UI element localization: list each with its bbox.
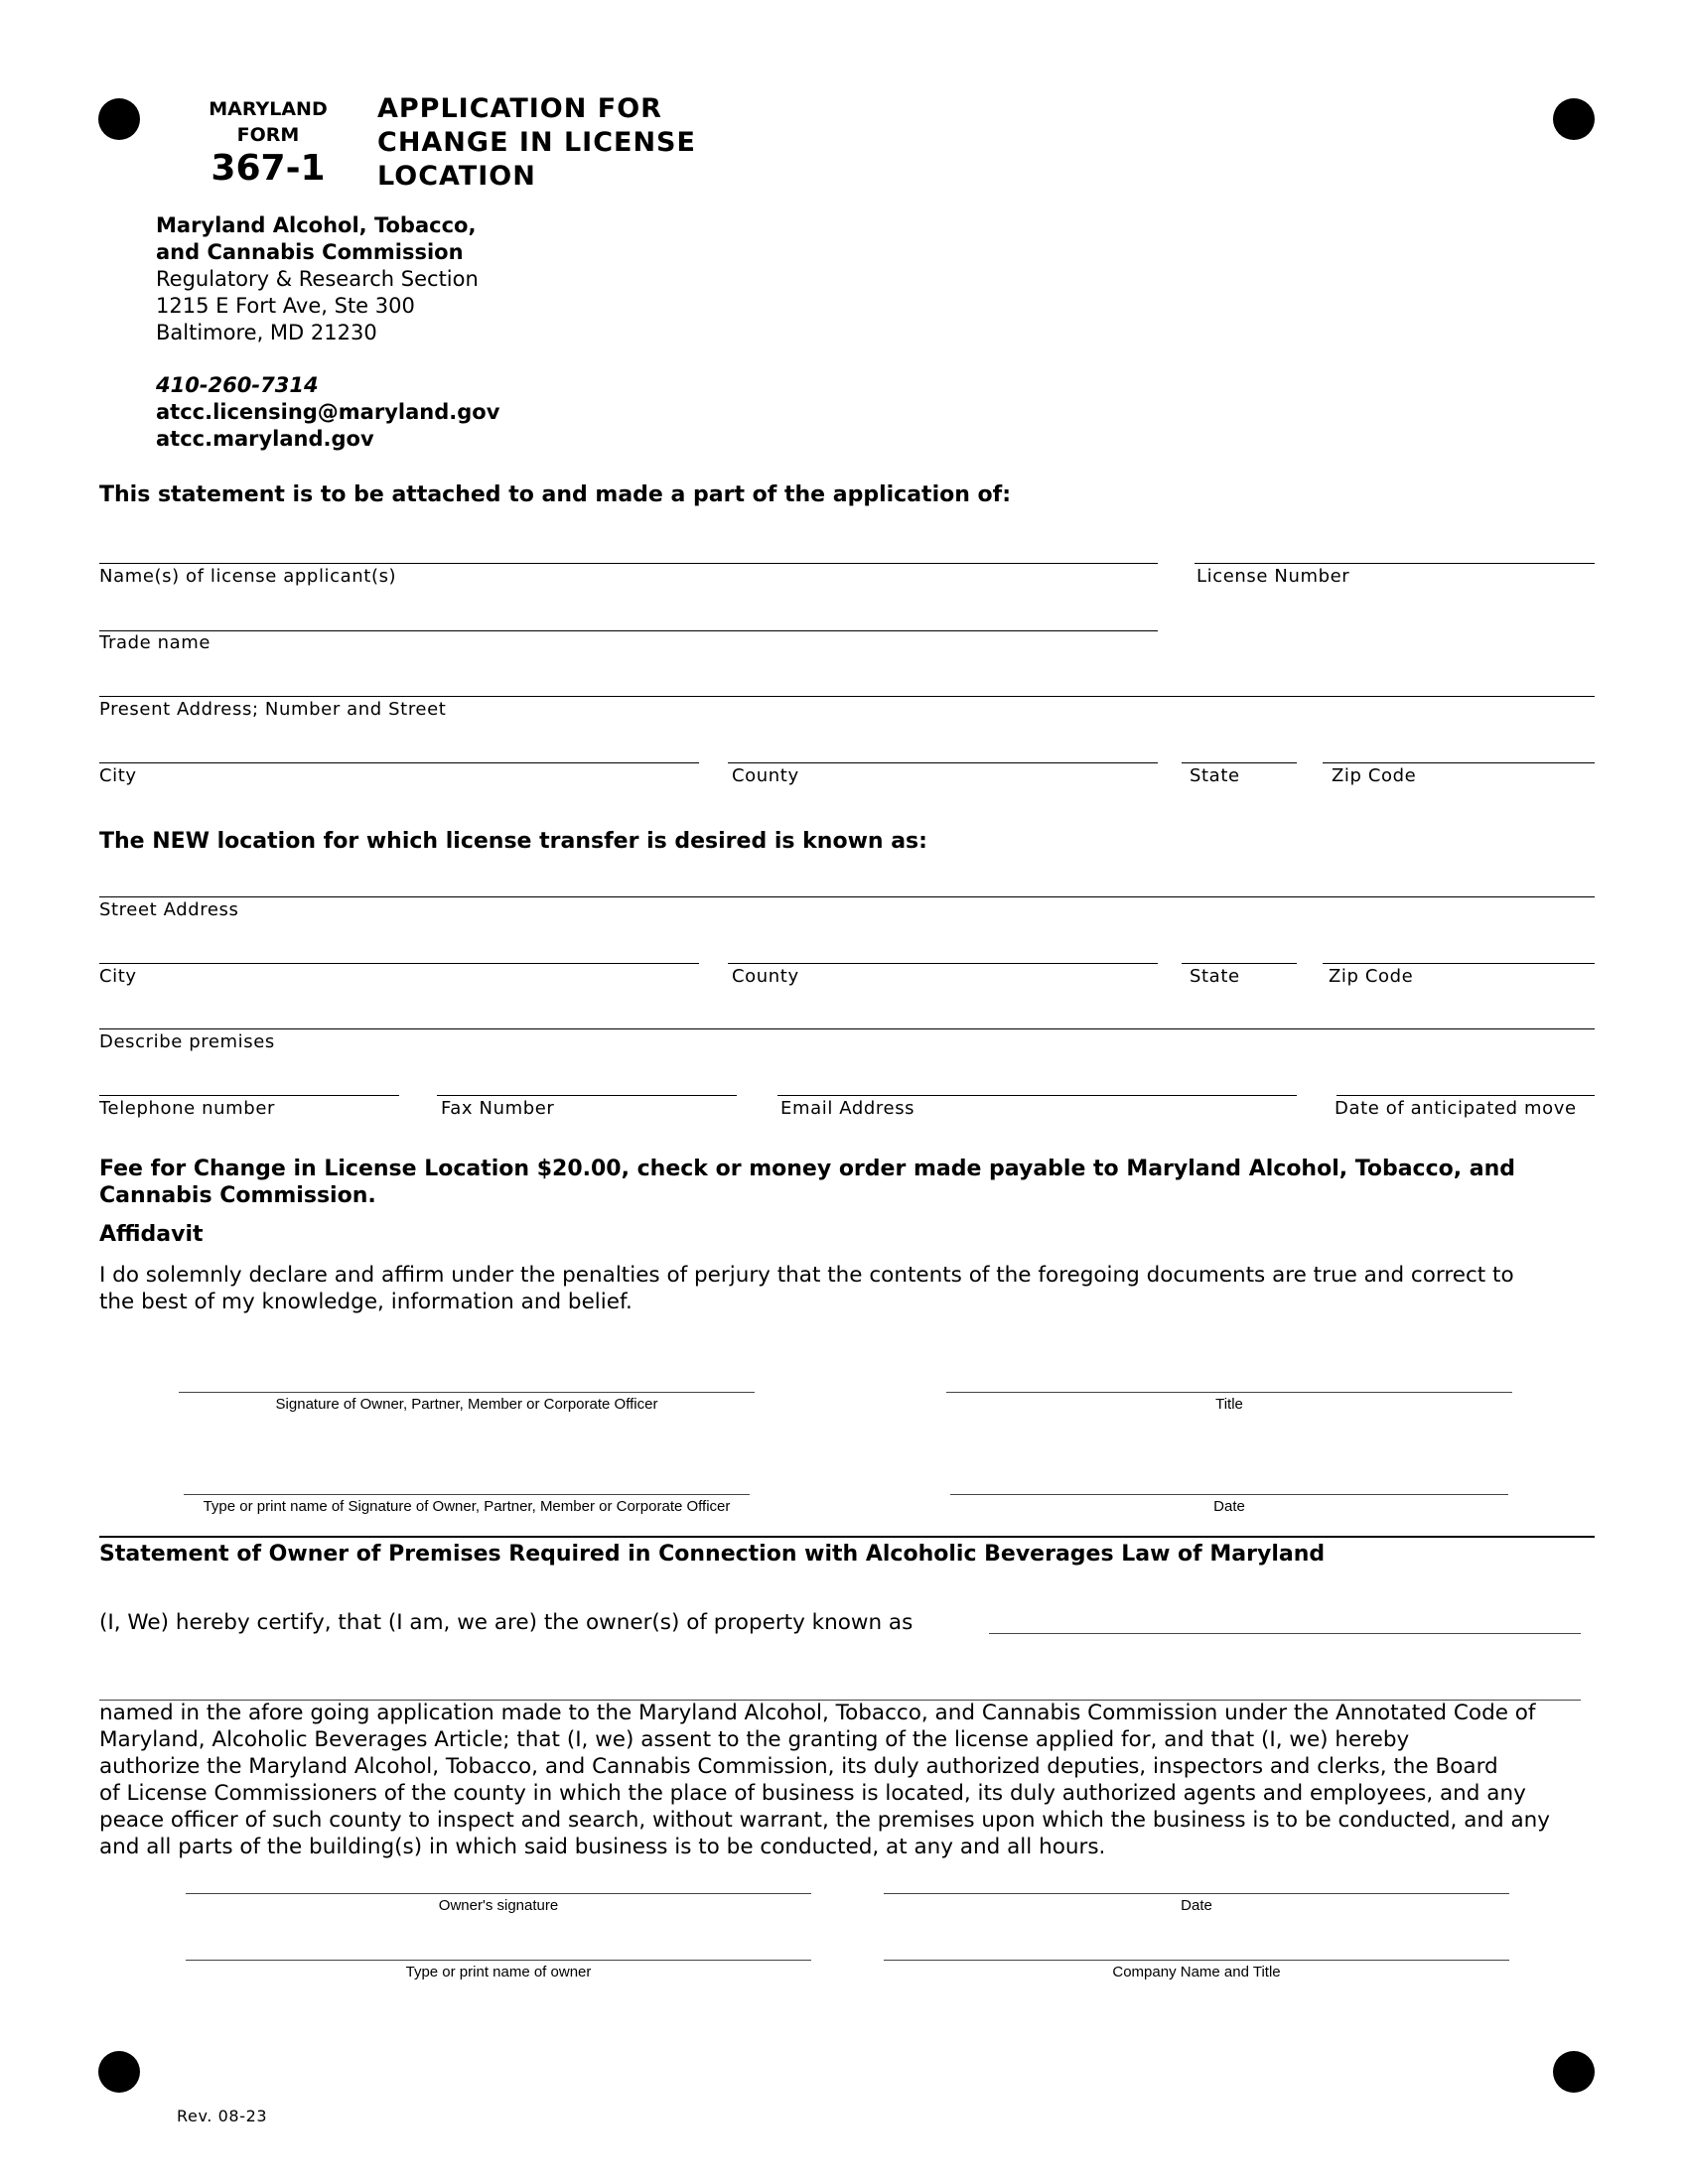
form-identifier xyxy=(189,95,348,191)
present-county-field[interactable] xyxy=(728,762,1158,763)
fax-label: Fax Number xyxy=(441,1098,555,1119)
owner-certify-text: (I, We) hereby certify, that (I am, we are) the owner(s) of property known as xyxy=(99,1610,914,1635)
affidavit-date-field[interactable] xyxy=(950,1494,1508,1495)
owner-statement-body xyxy=(99,1700,1550,1860)
new-street-field[interactable] xyxy=(99,896,1595,897)
applicant-names-field[interactable] xyxy=(99,563,1158,564)
revision-label: Rev. 08-23 xyxy=(177,2107,268,2125)
agency-contact xyxy=(156,372,499,453)
owner-body-line-2: Maryland, Alcoholic Beverages Article; that (I, we) assent to the granting of the license applied for, and that (I, we) hereby xyxy=(99,1727,1410,1752)
present-zip-field[interactable] xyxy=(1323,762,1595,763)
form-state: MARYLAND xyxy=(209,98,328,120)
affidavit-text xyxy=(99,1262,1514,1315)
describe-premises-label: Describe premises xyxy=(99,1031,275,1052)
affidavit-printed-name-field[interactable] xyxy=(184,1494,750,1495)
affidavit-heading: Affidavit xyxy=(99,1222,204,1247)
agency-city-state-zip: Baltimore, MD 21230 xyxy=(156,321,377,344)
new-street-label: Street Address xyxy=(99,899,239,920)
new-city-field[interactable] xyxy=(99,963,699,964)
new-location-heading: The NEW location for which license transfer is desired is known as: xyxy=(99,829,927,854)
new-state-label: State xyxy=(1190,966,1240,987)
affidavit-date-label: Date xyxy=(1213,1498,1245,1515)
email-label: Email Address xyxy=(780,1098,915,1119)
form-title xyxy=(377,92,696,194)
present-city-label: City xyxy=(99,765,137,786)
binder-hole-bottom-right xyxy=(1553,2051,1595,2093)
binder-hole-bottom-left xyxy=(98,2051,140,2093)
new-zip-field[interactable] xyxy=(1323,963,1595,964)
section-divider xyxy=(99,1536,1595,1538)
owner-body-line-6: and all parts of the building(s) in which said business is to be conducted, at any and all hours. xyxy=(99,1835,1106,1859)
agency-name-line-1: Maryland Alcohol, Tobacco, xyxy=(156,213,477,237)
license-number-field[interactable] xyxy=(1195,563,1595,564)
agency-website: atcc.maryland.gov xyxy=(156,427,374,451)
agency-address xyxy=(156,212,479,346)
applicant-section-heading: This statement is to be attached to and made a part of the application of: xyxy=(99,482,1012,507)
describe-premises-field[interactable] xyxy=(99,1028,1595,1029)
trade-name-field[interactable] xyxy=(99,630,1158,631)
affidavit-signature-label: Signature of Owner, Partner, Member or Corporate Officer xyxy=(275,1396,658,1413)
owner-date-label: Date xyxy=(1181,1897,1212,1914)
present-state-label: State xyxy=(1190,765,1240,786)
agency-street: 1215 E Fort Ave, Ste 300 xyxy=(156,294,415,318)
affidavit-text-line-2: the best of my knowledge, information and belief. xyxy=(99,1290,633,1314)
email-field[interactable] xyxy=(777,1095,1297,1096)
owner-name-label: Type or print name of owner xyxy=(405,1964,592,1980)
affidavit-signature-field[interactable] xyxy=(179,1392,755,1393)
present-state-field[interactable] xyxy=(1182,762,1297,763)
form-number: 367-1 xyxy=(211,148,326,189)
fee-line-1: Fee for Change in License Location $20.00, check or money order made payable to Maryland Alcohol, Tobacco, and xyxy=(99,1157,1516,1181)
owner-signature-field[interactable] xyxy=(186,1893,811,1894)
telephone-label: Telephone number xyxy=(99,1098,275,1119)
present-address-field[interactable] xyxy=(99,696,1595,697)
present-zip-label: Zip Code xyxy=(1332,765,1417,786)
agency-phone: 410-260-7314 xyxy=(156,373,319,397)
binder-hole-top-right xyxy=(1553,98,1595,140)
affidavit-printed-name-label: Type or print name of Signature of Owner, Partner, Member or Corporate Officer xyxy=(203,1498,731,1515)
new-county-label: County xyxy=(732,966,799,987)
owner-body-line-4: of License Commissioners of the county in which the place of business is located, its duly authorized agents and employees, and any xyxy=(99,1781,1526,1806)
affidavit-title-label: Title xyxy=(1215,1396,1243,1413)
owner-signature-label: Owner's signature xyxy=(438,1897,559,1914)
agency-section: Regulatory & Research Section xyxy=(156,267,479,291)
form-word: FORM xyxy=(236,124,300,146)
present-county-label: County xyxy=(732,765,799,786)
new-city-label: City xyxy=(99,966,137,987)
title-line-2: CHANGE IN LICENSE xyxy=(377,127,696,158)
new-state-field[interactable] xyxy=(1182,963,1297,964)
owner-name-field[interactable] xyxy=(186,1960,811,1961)
applicant-names-label: Name(s) of license applicant(s) xyxy=(99,566,397,587)
present-city-field[interactable] xyxy=(99,762,699,763)
binder-hole-top-left xyxy=(98,98,140,140)
fee-line-2: Cannabis Commission. xyxy=(99,1183,376,1208)
new-county-field[interactable] xyxy=(728,963,1158,964)
owner-body-line-1: named in the afore going application made to the Maryland Alcohol, Tobacco, and Cannabis Commission under the Annotated Code of xyxy=(99,1701,1536,1725)
move-date-label: Date of anticipated move xyxy=(1335,1098,1577,1119)
title-line-3: LOCATION xyxy=(377,161,536,192)
owner-statement-heading: Statement of Owner of Premises Required in Connection with Alcoholic Beverages Law of Maryland xyxy=(99,1542,1326,1567)
owner-body-line-3: authorize the Maryland Alcohol, Tobacco, and Cannabis Commission, its duly authorized deputies, inspectors and clerks, the Board xyxy=(99,1754,1498,1779)
fax-field[interactable] xyxy=(437,1095,737,1096)
company-name-title-field[interactable] xyxy=(884,1960,1509,1961)
company-name-title-label: Company Name and Title xyxy=(1112,1964,1281,1980)
title-line-1: APPLICATION FOR xyxy=(377,93,662,124)
fee-statement xyxy=(99,1156,1515,1209)
owner-date-field[interactable] xyxy=(884,1893,1509,1894)
license-number-label: License Number xyxy=(1196,566,1350,587)
move-date-field[interactable] xyxy=(1336,1095,1595,1096)
telephone-field[interactable] xyxy=(99,1095,399,1096)
affidavit-text-line-1: I do solemnly declare and affirm under the penalties of perjury that the contents of the foregoing documents are true and correct to xyxy=(99,1263,1514,1288)
present-address-label: Present Address; Number and Street xyxy=(99,699,447,720)
trade-name-label: Trade name xyxy=(99,632,211,653)
agency-name-line-2: and Cannabis Commission xyxy=(156,240,464,264)
new-zip-label: Zip Code xyxy=(1329,966,1414,987)
agency-email: atcc.licensing@maryland.gov xyxy=(156,400,500,424)
owner-body-line-5: peace officer of such county to inspect and search, without warrant, the premises upon which the business is to be conducted, and any xyxy=(99,1808,1551,1833)
affidavit-title-field[interactable] xyxy=(946,1392,1512,1393)
property-known-as-field[interactable] xyxy=(989,1633,1581,1634)
